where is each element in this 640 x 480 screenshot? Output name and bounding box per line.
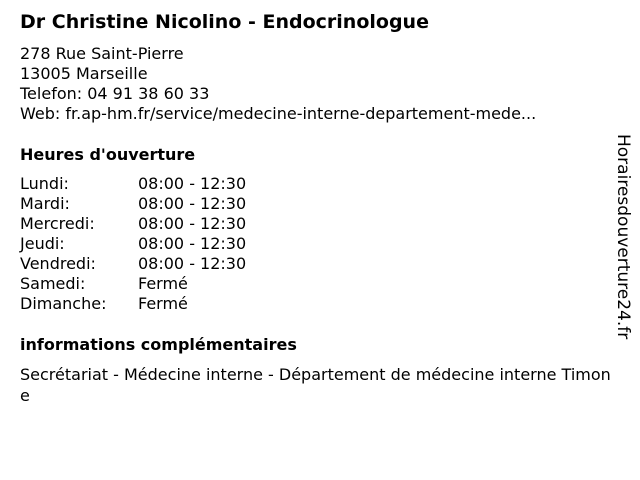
website-link[interactable]: Web: fr.ap-hm.fr/service/medecine-interne-departement-mede... (20, 104, 537, 123)
day-label: Mercredi: (20, 214, 95, 233)
opening-hours-table (20, 174, 620, 314)
day-label: Vendredi: (20, 254, 96, 273)
doctor-listing (20, 10, 620, 406)
additional-info-text: Secrétariat - Médecine interne - Département de médecine interne Timone (20, 365, 611, 405)
page-title: Dr Christine Nicolino - Endocrinologue (20, 11, 429, 33)
day-hours: 08:00 - 12:30 (138, 194, 247, 213)
day-label: Lundi: (20, 174, 69, 193)
day-label: Mardi: (20, 194, 70, 213)
day-label: Samedi: (20, 274, 86, 293)
day-hours: 08:00 - 12:30 (138, 254, 247, 273)
hours-row-monday (20, 174, 620, 194)
hours-row-tuesday (20, 194, 620, 214)
hours-row-saturday (20, 274, 620, 294)
site-watermark: Horairesdouverture24.fr (613, 134, 633, 340)
day-hours: Fermé (138, 294, 188, 313)
hours-row-thursday (20, 234, 620, 254)
day-hours: 08:00 - 12:30 (138, 214, 247, 233)
day-label: Dimanche: (20, 294, 107, 313)
day-hours: Fermé (138, 274, 188, 293)
opening-hours-heading: Heures d'ouverture (20, 145, 196, 164)
hours-row-sunday (20, 294, 620, 314)
hours-row-wednesday (20, 214, 620, 234)
address-city: 13005 Marseille (20, 64, 148, 83)
phone-number: Telefon: 04 91 38 60 33 (20, 84, 210, 103)
address-street: 278 Rue Saint-Pierre (20, 44, 184, 63)
hours-row-friday (20, 254, 620, 274)
day-hours: 08:00 - 12:30 (138, 174, 247, 193)
day-hours: 08:00 - 12:30 (138, 234, 247, 253)
additional-info-heading: informations complémentaires (20, 335, 297, 354)
address-block (20, 44, 620, 124)
day-label: Jeudi: (20, 234, 65, 253)
